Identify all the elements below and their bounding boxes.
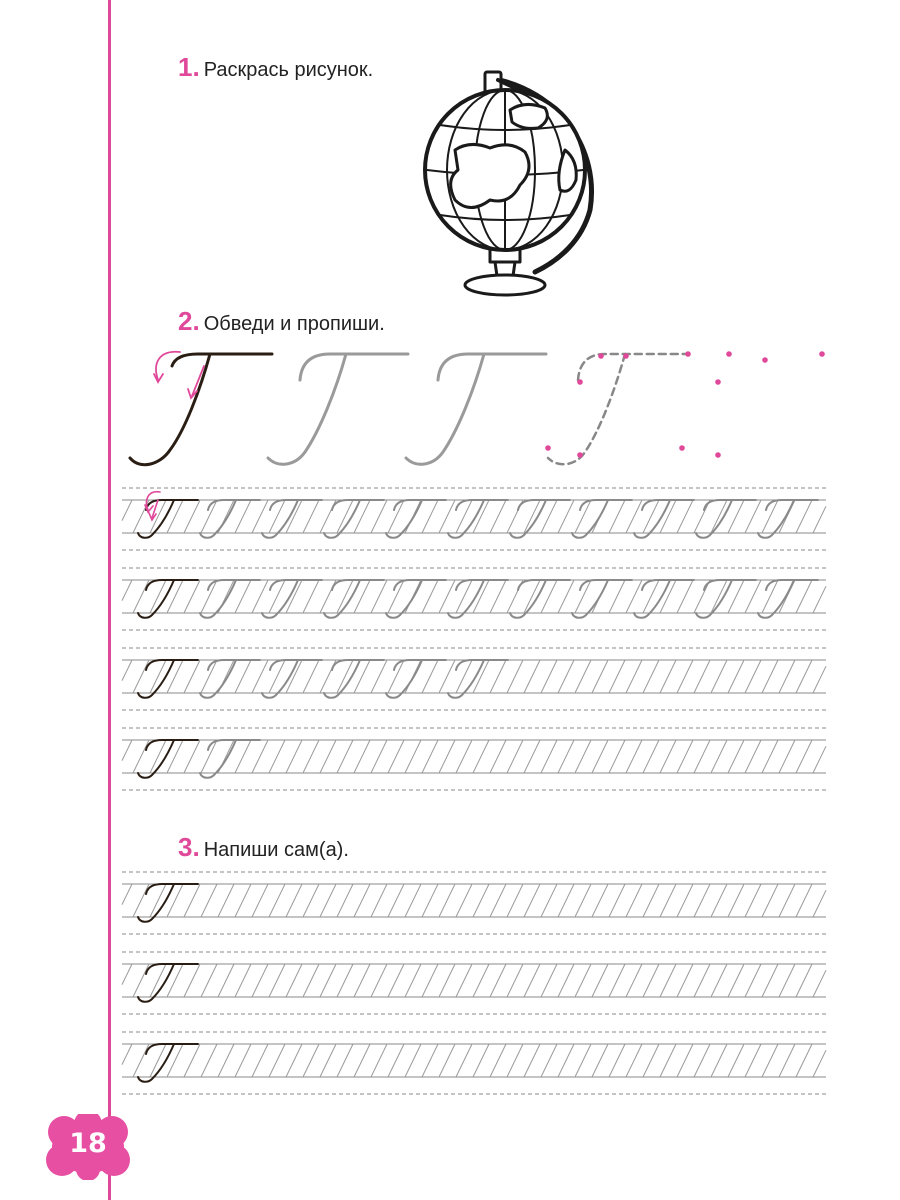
- slant-line: [337, 964, 353, 997]
- slant-line: [609, 884, 625, 917]
- slant-line: [184, 964, 200, 997]
- slant-line: [133, 884, 149, 917]
- slant-line: [167, 580, 183, 613]
- slant-line: [354, 964, 370, 997]
- slant-line: [524, 1044, 540, 1077]
- slant-line: [303, 660, 319, 693]
- slant-line: [762, 740, 778, 773]
- slant-line: [745, 964, 761, 997]
- letter-trace: [200, 660, 260, 698]
- slant-line: [439, 660, 455, 693]
- slant-line: [507, 660, 523, 693]
- slant-line: [541, 1044, 557, 1077]
- slant-line: [643, 964, 659, 997]
- slant-line: [473, 740, 489, 773]
- slant-line: [371, 964, 387, 997]
- practice-block: [122, 488, 826, 790]
- slant-line: [252, 884, 268, 917]
- slant-line: [779, 660, 795, 693]
- slant-line: [371, 740, 387, 773]
- slant-line: [796, 964, 812, 997]
- slant-line: [405, 740, 421, 773]
- slant-line: [133, 740, 149, 773]
- slant-line: [269, 884, 285, 917]
- slant-line: [201, 964, 217, 997]
- slant-line: [728, 964, 744, 997]
- slant-line: [388, 740, 404, 773]
- slant-line: [626, 660, 642, 693]
- slant-line: [796, 884, 812, 917]
- slant-line: [779, 964, 795, 997]
- task-3-text: Напиши сам(а).: [203, 839, 349, 861]
- slant-line: [371, 660, 387, 693]
- slant-line: [167, 1044, 183, 1077]
- slant-line: [252, 580, 268, 613]
- slant-line: [320, 1044, 336, 1077]
- slant-line: [252, 740, 268, 773]
- slant-line: [660, 740, 676, 773]
- slant-line: [643, 740, 659, 773]
- slant-line: [609, 660, 625, 693]
- slant-line: [167, 660, 183, 693]
- slant-line: [490, 580, 506, 613]
- slant-line: [422, 660, 438, 693]
- slant-line: [728, 740, 744, 773]
- slant-line: [796, 500, 812, 533]
- slant-line: [473, 964, 489, 997]
- slant-line: [541, 964, 557, 997]
- slant-line: [762, 884, 778, 917]
- task-2-number: 2.: [178, 306, 200, 336]
- slant-line: [456, 884, 472, 917]
- slant-line: [490, 964, 506, 997]
- letter-trace: [510, 580, 570, 618]
- slant-line: [252, 660, 268, 693]
- slant-line: [286, 740, 302, 773]
- letter-trace: [262, 660, 322, 698]
- slant-line: [286, 884, 302, 917]
- slant-line: [405, 1044, 421, 1077]
- task-2-text: Обведи и пропиши.: [203, 313, 385, 335]
- letter-trace: [572, 500, 632, 538]
- slant-line: [728, 1044, 744, 1077]
- page-number: 18: [69, 1128, 107, 1159]
- slant-line: [813, 506, 826, 533]
- write-block: [122, 872, 826, 1094]
- slant-line: [303, 500, 319, 533]
- slant-line: [558, 1044, 574, 1077]
- slant-line: [133, 1044, 149, 1077]
- slant-line: [694, 660, 710, 693]
- slant-line: [813, 970, 826, 997]
- slant-line: [813, 890, 826, 917]
- slant-line: [235, 884, 251, 917]
- letter-sample: [138, 580, 198, 618]
- slant-line: [643, 1044, 659, 1077]
- letter-trace: [572, 580, 632, 618]
- slant-line: [320, 740, 336, 773]
- slant-line: [235, 500, 251, 533]
- letter-sample: [138, 1044, 198, 1082]
- slant-line: [626, 884, 642, 917]
- slant-line: [354, 500, 370, 533]
- letter-trace: [200, 580, 260, 618]
- slant-line: [677, 660, 693, 693]
- slant-line: [235, 740, 251, 773]
- slant-line: [592, 740, 608, 773]
- slant-line: [354, 1044, 370, 1077]
- slant-line: [235, 580, 251, 613]
- slant-line: [184, 580, 200, 613]
- slant-line: [745, 740, 761, 773]
- slant-line: [422, 964, 438, 997]
- slant-line: [422, 500, 438, 533]
- slant-line: [269, 1044, 285, 1077]
- slant-line: [609, 580, 625, 613]
- letter-trace: [200, 740, 260, 778]
- slant-line: [796, 660, 812, 693]
- slant-line: [303, 964, 319, 997]
- slant-line: [286, 964, 302, 997]
- slant-line: [422, 1044, 438, 1077]
- slant-line: [745, 580, 761, 613]
- slant-line: [167, 740, 183, 773]
- slant-line: [490, 1044, 506, 1077]
- slant-line: [320, 884, 336, 917]
- slant-line: [762, 964, 778, 997]
- slant-line: [133, 964, 149, 997]
- slant-line: [371, 580, 387, 613]
- slant-line: [711, 884, 727, 917]
- task-1-text: Раскрась рисунок.: [203, 59, 374, 81]
- letter-trace: [510, 500, 570, 538]
- slant-line: [677, 1044, 693, 1077]
- slant-line: [122, 580, 132, 601]
- slant-line: [439, 964, 455, 997]
- slant-line: [122, 1044, 132, 1065]
- slant-line: [711, 964, 727, 997]
- slant-line: [184, 1044, 200, 1077]
- slant-line: [745, 660, 761, 693]
- slant-line: [507, 964, 523, 997]
- slant-line: [456, 740, 472, 773]
- letter-sample: [138, 964, 198, 1002]
- slant-line: [609, 964, 625, 997]
- slant-line: [541, 740, 557, 773]
- slant-line: [371, 500, 387, 533]
- slant-line: [122, 740, 132, 761]
- slant-line: [286, 580, 302, 613]
- slant-line: [762, 1044, 778, 1077]
- slant-line: [813, 666, 826, 693]
- slant-line: [473, 1044, 489, 1077]
- slant-line: [813, 1050, 826, 1077]
- slant-line: [796, 580, 812, 613]
- slant-line: [439, 580, 455, 613]
- slant-line: [122, 660, 132, 681]
- slant-line: [745, 1044, 761, 1077]
- slant-line: [558, 964, 574, 997]
- slant-line: [694, 580, 710, 613]
- slant-line: [252, 1044, 268, 1077]
- slant-line: [252, 500, 268, 533]
- slant-line: [439, 740, 455, 773]
- slant-line: [303, 740, 319, 773]
- slant-line: [541, 660, 557, 693]
- slant-line: [354, 740, 370, 773]
- letter-sample: [138, 660, 198, 698]
- slant-line: [524, 884, 540, 917]
- slant-line: [694, 500, 710, 533]
- slant-line: [286, 660, 302, 693]
- slant-line: [694, 964, 710, 997]
- slant-line: [813, 746, 826, 773]
- slant-line: [779, 1044, 795, 1077]
- slant-line: [524, 660, 540, 693]
- slant-line: [626, 964, 642, 997]
- slant-line: [558, 740, 574, 773]
- slant-line: [490, 740, 506, 773]
- slant-line: [524, 740, 540, 773]
- task-3-number: 3.: [178, 832, 200, 862]
- slant-line: [609, 1044, 625, 1077]
- slant-line: [303, 884, 319, 917]
- slant-line: [184, 884, 200, 917]
- slant-line: [762, 580, 778, 613]
- slant-line: [201, 1044, 217, 1077]
- slant-line: [592, 884, 608, 917]
- slant-line: [660, 660, 676, 693]
- slant-line: [473, 884, 489, 917]
- slant-line: [677, 740, 693, 773]
- slant-line: [728, 884, 744, 917]
- slant-line: [694, 1044, 710, 1077]
- slant-line: [388, 884, 404, 917]
- slant-line: [490, 884, 506, 917]
- slant-line: [558, 660, 574, 693]
- slant-line: [643, 884, 659, 917]
- slant-line: [541, 884, 557, 917]
- slant-line: [490, 500, 506, 533]
- slant-line: [422, 884, 438, 917]
- slant-line: [184, 660, 200, 693]
- letter-trace: [696, 500, 756, 538]
- slant-line: [371, 1044, 387, 1077]
- slant-line: [626, 1044, 642, 1077]
- slant-line: [796, 740, 812, 773]
- letter-trace: [262, 580, 322, 618]
- slant-line: [575, 964, 591, 997]
- slant-line: [558, 884, 574, 917]
- slant-line: [694, 884, 710, 917]
- slant-line: [592, 1044, 608, 1077]
- task-1-number: 1.: [178, 52, 200, 82]
- slant-line: [626, 580, 642, 613]
- slant-line: [456, 964, 472, 997]
- slant-line: [337, 740, 353, 773]
- letter-trace: [262, 500, 322, 538]
- slant-line: [711, 660, 727, 693]
- slant-line: [235, 964, 251, 997]
- slant-line: [235, 1044, 251, 1077]
- slant-line: [354, 884, 370, 917]
- slant-line: [779, 884, 795, 917]
- slant-line: [354, 660, 370, 693]
- slant-line: [184, 500, 200, 533]
- slant-line: [303, 580, 319, 613]
- slant-line: [626, 740, 642, 773]
- slant-line: [609, 740, 625, 773]
- slant-line: [677, 580, 693, 613]
- slant-line: [490, 660, 506, 693]
- slant-line: [626, 500, 642, 533]
- slant-line: [677, 884, 693, 917]
- slant-line: [388, 1044, 404, 1077]
- slant-line: [592, 660, 608, 693]
- slant-line: [371, 884, 387, 917]
- slant-line: [677, 500, 693, 533]
- slant-line: [660, 1044, 676, 1077]
- slant-line: [558, 500, 574, 533]
- letter-trace: [696, 580, 756, 618]
- slant-line: [405, 884, 421, 917]
- slant-line: [745, 500, 761, 533]
- slant-line: [762, 500, 778, 533]
- slant-line: [167, 884, 183, 917]
- letter-trace: [200, 500, 260, 538]
- slant-line: [337, 1044, 353, 1077]
- slant-line: [762, 660, 778, 693]
- slant-line: [167, 964, 183, 997]
- slant-line: [303, 1044, 319, 1077]
- slant-line: [524, 964, 540, 997]
- slant-line: [122, 500, 132, 521]
- slant-line: [643, 660, 659, 693]
- slant-line: [388, 964, 404, 997]
- slant-line: [779, 740, 795, 773]
- slant-line: [286, 1044, 302, 1077]
- letter-trace: [448, 500, 508, 538]
- slant-line: [405, 964, 421, 997]
- slant-line: [796, 1044, 812, 1077]
- slant-line: [694, 740, 710, 773]
- letter-sample: [138, 884, 198, 922]
- letter-trace: [448, 580, 508, 618]
- letter-sample: [138, 740, 198, 778]
- slant-line: [422, 740, 438, 773]
- slant-line: [507, 740, 523, 773]
- slant-line: [269, 740, 285, 773]
- slant-line: [422, 580, 438, 613]
- slant-line: [575, 660, 591, 693]
- slant-line: [745, 884, 761, 917]
- slant-line: [507, 1044, 523, 1077]
- slant-line: [122, 964, 132, 985]
- slant-line: [252, 964, 268, 997]
- slant-line: [660, 884, 676, 917]
- slant-line: [235, 660, 251, 693]
- slant-line: [218, 964, 234, 997]
- slant-line: [201, 884, 217, 917]
- slant-line: [439, 884, 455, 917]
- slant-line: [286, 500, 302, 533]
- slant-line: [575, 1044, 591, 1077]
- slant-line: [592, 964, 608, 997]
- slant-line: [167, 500, 183, 533]
- slant-line: [456, 1044, 472, 1077]
- slant-line: [269, 964, 285, 997]
- slant-line: [354, 580, 370, 613]
- letter-trace: [448, 660, 508, 698]
- slant-line: [609, 500, 625, 533]
- slant-line: [575, 740, 591, 773]
- slant-line: [728, 660, 744, 693]
- slant-line: [439, 500, 455, 533]
- slant-line: [122, 884, 132, 905]
- slant-line: [711, 740, 727, 773]
- slant-line: [558, 580, 574, 613]
- slant-line: [575, 884, 591, 917]
- slant-line: [813, 586, 826, 613]
- slant-line: [320, 964, 336, 997]
- slant-line: [184, 740, 200, 773]
- slant-line: [677, 964, 693, 997]
- slant-line: [218, 884, 234, 917]
- slant-line: [337, 884, 353, 917]
- slant-line: [133, 660, 149, 693]
- stroke-arrow-icon: [145, 492, 160, 520]
- slant-line: [660, 964, 676, 997]
- slant-line: [218, 1044, 234, 1077]
- slant-line: [133, 580, 149, 613]
- slant-line: [507, 884, 523, 917]
- slant-line: [711, 1044, 727, 1077]
- slant-line: [439, 1044, 455, 1077]
